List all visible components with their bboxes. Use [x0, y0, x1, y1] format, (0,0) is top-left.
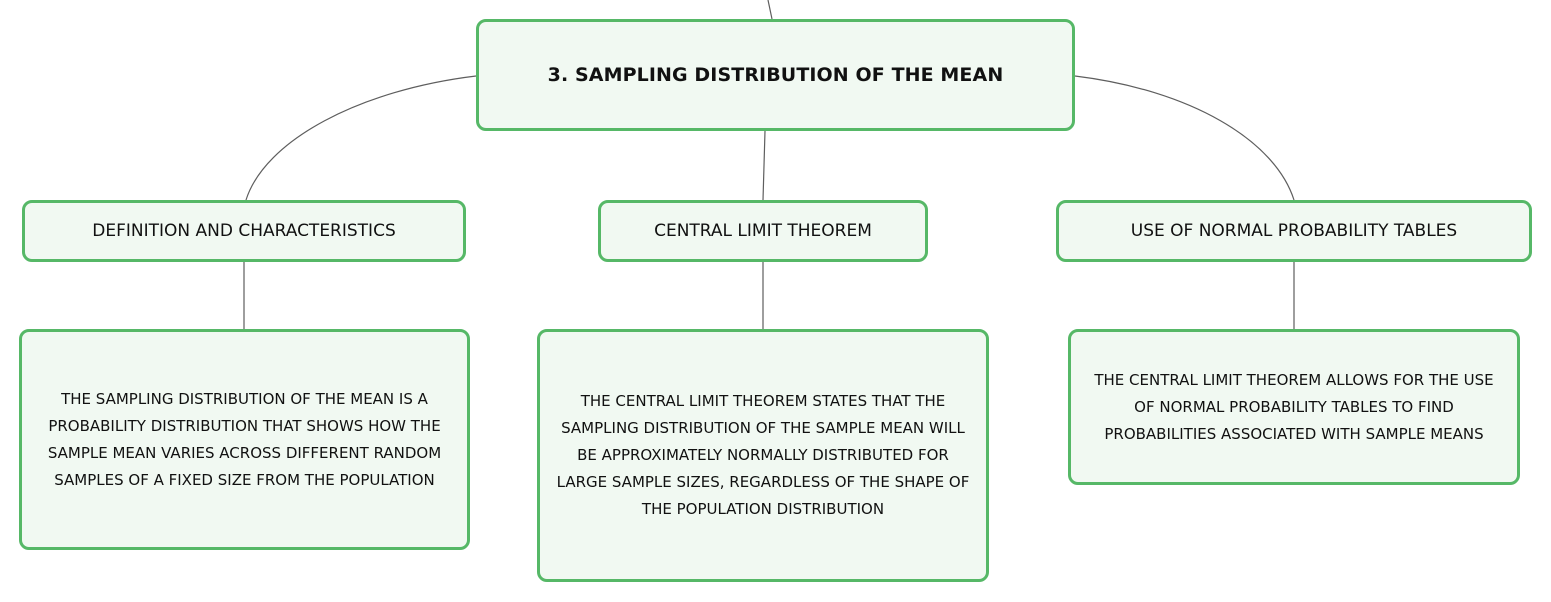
root-title: 3. SAMPLING DISTRIBUTION OF THE MEAN	[547, 64, 1004, 86]
detail-text: THE CENTRAL LIMIT THEOREM STATES THAT THE SAMPLING DISTRIBUTION OF THE SAMPLE MEAN WILL BE APPROXIMATELY NORMALLY DISTRIBUTED FOR LARGE SAMPLE SIZES, REGARDLESS OF THE SHAPE OF THE POPULATION DISTRIBUTION	[556, 392, 970, 518]
topic-label: USE OF NORMAL PROBABILITY TABLES	[1130, 221, 1458, 241]
detail-node-normal-probability-tables[interactable]	[1068, 329, 1520, 485]
connector-root-to-definition	[246, 76, 476, 200]
topic-label: DEFINITION AND CHARACTERISTICS	[92, 221, 396, 241]
connector-root-to-normal-tables	[1075, 76, 1294, 200]
connector-root-to-clt	[763, 131, 765, 200]
connector-from-parent	[768, 0, 772, 19]
detail-node-central-limit-theorem[interactable]	[537, 329, 989, 582]
topic-node-central-limit-theorem[interactable]	[598, 200, 928, 262]
root-node[interactable]	[476, 19, 1075, 131]
detail-node-definition[interactable]	[19, 329, 470, 550]
topic-node-definition-and-characteristics[interactable]	[22, 200, 466, 262]
topic-node-normal-probability-tables[interactable]	[1056, 200, 1532, 262]
topic-label: CENTRAL LIMIT THEOREM	[654, 221, 872, 241]
detail-text: THE CENTRAL LIMIT THEOREM ALLOWS FOR THE USE OF NORMAL PROBABILITY TABLES TO FIND PROBABILITIES ASSOCIATED WITH SAMPLE MEANS	[1094, 370, 1494, 443]
detail-text: THE SAMPLING DISTRIBUTION OF THE MEAN IS A PROBABILITY DISTRIBUTION THAT SHOWS HOW THE SAMPLE MEAN VARIES ACROSS DIFFERENT RANDOM SAMPLES OF A FIXED SIZE FROM THE POPULATION	[47, 389, 442, 489]
